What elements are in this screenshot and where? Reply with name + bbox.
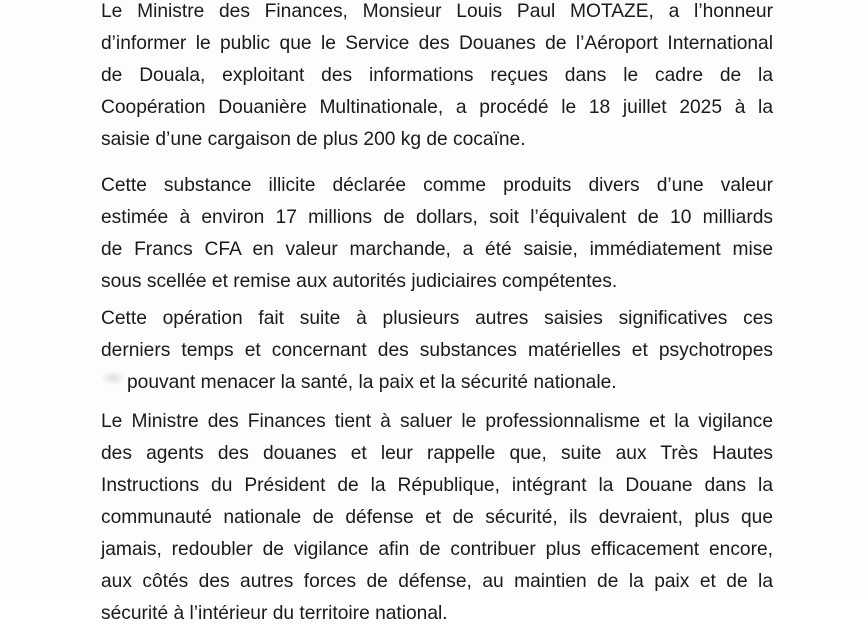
text-line: aux côtés des autres forces de défense, au maintien de la paix et de la: [101, 571, 773, 592]
paragraph-substance-value: [101, 170, 773, 298]
text-line: Instructions du Président de la République, intégrant la Douane dans la: [101, 475, 773, 496]
paragraph-previous-seizures: [101, 303, 773, 399]
text-line: communauté nationale de défense et de sécurité, ils devraient, plus que: [101, 507, 773, 528]
text-line: des agents des douanes et leur rappelle que, suite aux Très Hautes: [101, 443, 773, 464]
text-line: de Douala, exploitant des informations reçues dans le cadre de la: [101, 65, 773, 86]
scan-smudge: [100, 370, 126, 386]
text-line: Cette opération fait suite à plusieurs autres saisies significatives ces: [101, 308, 773, 329]
text-line: estimée à environ 17 millions de dollars, soit l’équivalent de 10 milliards: [101, 207, 773, 228]
text-line: Le Ministre des Finances tient à saluer le professionnalisme et la vigilance: [101, 411, 773, 432]
text-line: pouvant menacer la santé, la paix et la sécurité nationale.: [127, 372, 617, 393]
text-line: d’informer le public que le Service des Douanes de l’Aéroport International: [101, 33, 773, 54]
text-line: sous scellée et remise aux autorités judiciaires compétentes.: [101, 271, 618, 292]
text-line: jamais, redoubler de vigilance afin de contribuer plus efficacement encore,: [101, 539, 773, 560]
text-line: saisie d’une cargaison de plus 200 kg de cocaïne.: [101, 129, 526, 150]
paragraph-seizure-announcement: [101, 0, 773, 156]
text-line: derniers temps et concernant des substances matérielles et psychotropes: [101, 340, 773, 361]
text-line: Cette substance illicite déclarée comme produits divers d’une valeur: [101, 175, 773, 196]
text-line: de Francs CFA en valeur marchande, a été saisie, immédiatement mise: [101, 239, 773, 260]
paragraph-minister-statement: [101, 406, 773, 630]
text-line: Le Ministre des Finances, Monsieur Louis Paul MOTAZE, a l’honneur: [101, 1, 773, 22]
text-line: Coopération Douanière Multinationale, a procédé le 18 juillet 2025 à la: [101, 97, 773, 118]
text-line: sécurité à l’intérieur du territoire national.: [101, 603, 448, 624]
